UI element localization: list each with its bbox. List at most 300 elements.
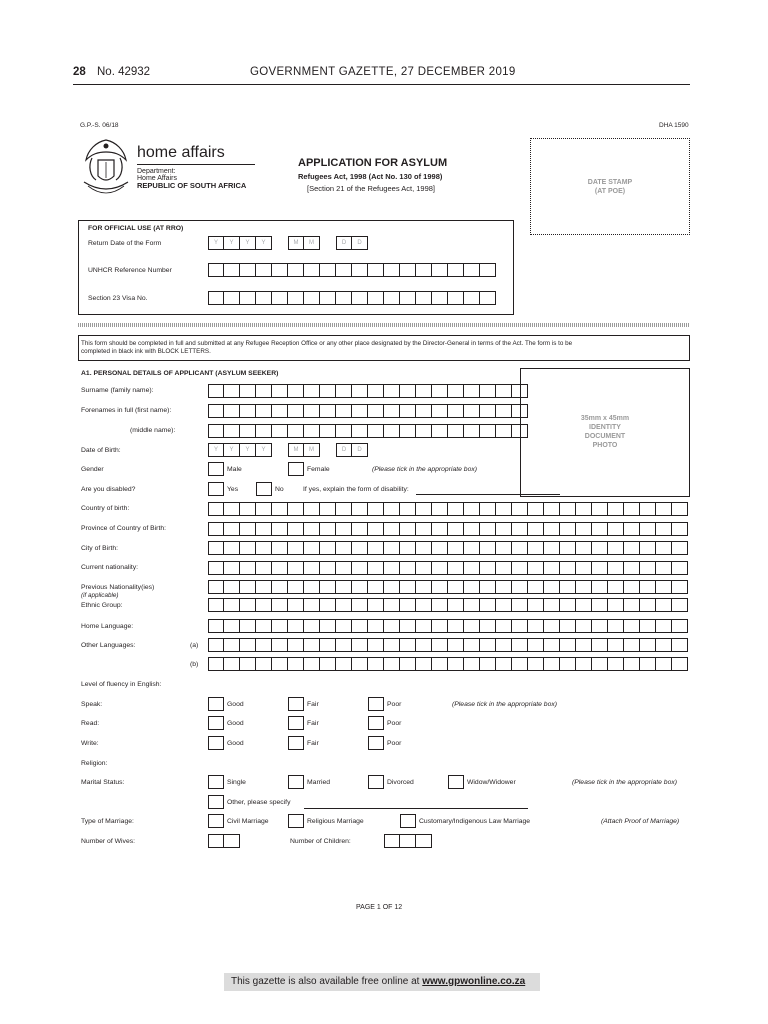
input-cell[interactable]	[256, 580, 272, 594]
input-cell[interactable]	[304, 561, 320, 575]
religious-marriage-checkbox[interactable]	[288, 814, 304, 828]
input-cell[interactable]	[256, 263, 272, 277]
input-cell[interactable]	[352, 541, 368, 555]
input-cell[interactable]	[336, 424, 352, 438]
input-cell[interactable]	[352, 291, 368, 305]
input-cell[interactable]	[416, 638, 432, 652]
input-cell[interactable]	[320, 263, 336, 277]
input-cell[interactable]	[400, 580, 416, 594]
input-cell[interactable]	[272, 522, 288, 536]
input-cell[interactable]	[208, 834, 224, 848]
input-cell[interactable]	[288, 263, 304, 277]
input-cell[interactable]	[512, 384, 528, 398]
read-fair-checkbox[interactable]	[288, 716, 304, 730]
input-cell[interactable]	[320, 424, 336, 438]
input-cell[interactable]	[288, 619, 304, 633]
input-cell[interactable]	[208, 598, 224, 612]
input-cell[interactable]	[272, 291, 288, 305]
input-cell[interactable]	[208, 404, 224, 418]
input-cell[interactable]	[608, 657, 624, 671]
input-cell[interactable]	[624, 657, 640, 671]
input-cell[interactable]	[224, 541, 240, 555]
input-cell[interactable]	[352, 263, 368, 277]
input-cell[interactable]	[496, 502, 512, 516]
input-cell[interactable]	[416, 291, 432, 305]
speak-good-checkbox[interactable]	[208, 697, 224, 711]
input-cell[interactable]	[288, 384, 304, 398]
input-cell[interactable]	[576, 657, 592, 671]
input-cell[interactable]	[400, 424, 416, 438]
input-cell[interactable]	[272, 502, 288, 516]
input-cell[interactable]	[288, 502, 304, 516]
customary-marriage-checkbox[interactable]	[400, 814, 416, 828]
input-cell[interactable]	[256, 638, 272, 652]
input-cell[interactable]	[448, 619, 464, 633]
input-cell[interactable]	[448, 598, 464, 612]
input-cell[interactable]	[416, 541, 432, 555]
read-poor-checkbox[interactable]	[368, 716, 384, 730]
unhcr-input[interactable]	[208, 263, 496, 277]
input-cell[interactable]	[416, 580, 432, 594]
input-cell[interactable]	[528, 561, 544, 575]
input-cell[interactable]	[656, 657, 672, 671]
input-cell[interactable]	[320, 638, 336, 652]
home-language-input[interactable]	[208, 619, 688, 633]
input-cell[interactable]	[240, 598, 256, 612]
input-cell[interactable]	[304, 502, 320, 516]
input-cell[interactable]	[256, 502, 272, 516]
input-cell[interactable]	[304, 263, 320, 277]
speak-poor-checkbox[interactable]	[368, 697, 384, 711]
input-cell[interactable]	[464, 561, 480, 575]
input-cell[interactable]	[640, 522, 656, 536]
current-nationality-input[interactable]	[208, 561, 688, 575]
input-cell[interactable]	[528, 619, 544, 633]
input-cell[interactable]	[544, 657, 560, 671]
input-cell[interactable]	[432, 598, 448, 612]
input-cell[interactable]	[624, 541, 640, 555]
input-cell[interactable]	[560, 522, 576, 536]
input-cell[interactable]	[432, 263, 448, 277]
input-cell[interactable]	[400, 598, 416, 612]
input-cell[interactable]	[464, 619, 480, 633]
input-cell[interactable]	[320, 541, 336, 555]
input-cell[interactable]	[672, 619, 688, 633]
input-cell[interactable]	[656, 619, 672, 633]
input-cell[interactable]	[576, 561, 592, 575]
input-cell[interactable]	[288, 638, 304, 652]
input-cell[interactable]	[464, 598, 480, 612]
input-cell[interactable]	[240, 561, 256, 575]
input-cell[interactable]	[656, 522, 672, 536]
input-cell[interactable]	[624, 561, 640, 575]
input-cell[interactable]	[352, 384, 368, 398]
input-cell[interactable]	[384, 291, 400, 305]
input-cell[interactable]	[400, 502, 416, 516]
input-cell[interactable]	[208, 541, 224, 555]
input-cell[interactable]	[464, 657, 480, 671]
input-cell[interactable]	[240, 638, 256, 652]
input-cell[interactable]	[480, 598, 496, 612]
input-cell[interactable]	[384, 657, 400, 671]
input-cell[interactable]	[592, 657, 608, 671]
input-cell[interactable]	[272, 263, 288, 277]
input-cell[interactable]	[592, 638, 608, 652]
input-cell[interactable]	[416, 424, 432, 438]
input-cell[interactable]	[528, 580, 544, 594]
input-cell[interactable]	[496, 404, 512, 418]
input-cell[interactable]	[592, 580, 608, 594]
input-cell[interactable]	[432, 580, 448, 594]
input-cell[interactable]	[336, 561, 352, 575]
input-cell[interactable]	[544, 561, 560, 575]
input-cell[interactable]	[448, 263, 464, 277]
input-cell[interactable]	[640, 638, 656, 652]
input-cell[interactable]	[640, 502, 656, 516]
input-cell[interactable]	[320, 657, 336, 671]
input-cell[interactable]	[528, 522, 544, 536]
input-cell[interactable]	[672, 561, 688, 575]
input-cell[interactable]	[496, 657, 512, 671]
input-cell[interactable]	[320, 580, 336, 594]
return-date-month[interactable]: M M	[288, 236, 320, 250]
civil-marriage-checkbox[interactable]	[208, 814, 224, 828]
input-cell[interactable]	[672, 522, 688, 536]
input-cell[interactable]	[672, 502, 688, 516]
input-cell[interactable]	[224, 291, 240, 305]
input-cell[interactable]	[240, 580, 256, 594]
dob-year[interactable]: Y Y Y Y	[208, 443, 272, 457]
input-cell[interactable]	[448, 638, 464, 652]
input-cell[interactable]	[208, 561, 224, 575]
input-cell[interactable]	[592, 502, 608, 516]
input-cell[interactable]	[496, 424, 512, 438]
input-cell[interactable]	[256, 657, 272, 671]
write-good-checkbox[interactable]	[208, 736, 224, 750]
input-cell[interactable]	[288, 291, 304, 305]
input-cell[interactable]	[400, 291, 416, 305]
input-cell[interactable]	[480, 580, 496, 594]
input-cell[interactable]	[384, 384, 400, 398]
input-cell[interactable]	[672, 580, 688, 594]
input-cell[interactable]	[480, 291, 496, 305]
input-cell[interactable]	[256, 561, 272, 575]
input-cell[interactable]	[336, 598, 352, 612]
middle-name-input[interactable]	[208, 424, 528, 438]
input-cell[interactable]	[512, 598, 528, 612]
input-cell[interactable]	[640, 619, 656, 633]
input-cell[interactable]	[544, 580, 560, 594]
input-cell[interactable]	[608, 522, 624, 536]
input-cell[interactable]	[304, 522, 320, 536]
input-cell[interactable]	[512, 561, 528, 575]
input-cell[interactable]	[464, 638, 480, 652]
input-cell[interactable]	[256, 404, 272, 418]
input-cell[interactable]	[368, 580, 384, 594]
dob-day[interactable]: D D	[336, 443, 368, 457]
input-cell[interactable]	[208, 424, 224, 438]
input-cell[interactable]	[464, 424, 480, 438]
input-cell[interactable]	[240, 424, 256, 438]
input-cell[interactable]	[592, 561, 608, 575]
input-cell[interactable]	[304, 424, 320, 438]
input-cell[interactable]	[384, 561, 400, 575]
input-cell[interactable]	[336, 638, 352, 652]
input-cell[interactable]	[224, 384, 240, 398]
input-cell[interactable]	[224, 580, 240, 594]
input-cell[interactable]	[368, 619, 384, 633]
input-cell[interactable]	[272, 541, 288, 555]
input-cell[interactable]	[336, 404, 352, 418]
input-cell[interactable]	[400, 404, 416, 418]
input-cell[interactable]	[320, 384, 336, 398]
input-cell[interactable]	[288, 404, 304, 418]
input-cell[interactable]	[432, 404, 448, 418]
input-cell[interactable]	[208, 638, 224, 652]
input-cell[interactable]	[240, 263, 256, 277]
input-cell[interactable]	[368, 657, 384, 671]
input-cell[interactable]	[400, 263, 416, 277]
input-cell[interactable]	[448, 580, 464, 594]
widow-checkbox[interactable]	[448, 775, 464, 789]
male-checkbox[interactable]	[208, 462, 224, 476]
input-cell[interactable]	[208, 263, 224, 277]
input-cell[interactable]	[336, 657, 352, 671]
input-cell[interactable]	[224, 404, 240, 418]
input-cell[interactable]	[464, 263, 480, 277]
input-cell[interactable]	[352, 657, 368, 671]
input-cell[interactable]	[416, 404, 432, 418]
forenames-input[interactable]	[208, 404, 528, 418]
single-checkbox[interactable]	[208, 775, 224, 789]
input-cell[interactable]	[512, 657, 528, 671]
input-cell[interactable]	[336, 263, 352, 277]
input-cell[interactable]	[512, 638, 528, 652]
input-cell[interactable]	[672, 598, 688, 612]
input-cell[interactable]	[416, 263, 432, 277]
input-cell[interactable]	[256, 522, 272, 536]
input-cell[interactable]	[336, 502, 352, 516]
input-cell[interactable]	[560, 638, 576, 652]
input-cell[interactable]	[560, 580, 576, 594]
input-cell[interactable]	[496, 580, 512, 594]
input-cell[interactable]	[480, 657, 496, 671]
input-cell[interactable]	[560, 541, 576, 555]
input-cell[interactable]	[384, 522, 400, 536]
input-cell[interactable]	[496, 598, 512, 612]
input-cell[interactable]	[352, 580, 368, 594]
input-cell[interactable]	[640, 580, 656, 594]
input-cell[interactable]	[432, 619, 448, 633]
input-cell[interactable]	[400, 561, 416, 575]
input-cell[interactable]	[320, 522, 336, 536]
input-cell[interactable]	[608, 619, 624, 633]
input-cell[interactable]	[272, 424, 288, 438]
input-cell[interactable]	[576, 522, 592, 536]
input-cell[interactable]	[480, 502, 496, 516]
visa-input[interactable]	[208, 291, 496, 305]
input-cell[interactable]	[608, 561, 624, 575]
input-cell[interactable]	[288, 580, 304, 594]
province-birth-input[interactable]	[208, 522, 688, 536]
input-cell[interactable]	[336, 619, 352, 633]
input-cell[interactable]	[656, 502, 672, 516]
input-cell[interactable]	[240, 522, 256, 536]
input-cell[interactable]	[208, 384, 224, 398]
input-cell[interactable]	[400, 638, 416, 652]
input-cell[interactable]	[464, 522, 480, 536]
input-cell[interactable]	[352, 598, 368, 612]
input-cell[interactable]	[416, 834, 432, 848]
input-cell[interactable]	[288, 522, 304, 536]
input-cell[interactable]	[208, 657, 224, 671]
input-cell[interactable]	[512, 541, 528, 555]
input-cell[interactable]	[512, 619, 528, 633]
ethnic-group-input[interactable]	[208, 598, 688, 612]
input-cell[interactable]	[384, 638, 400, 652]
input-cell[interactable]	[640, 598, 656, 612]
input-cell[interactable]	[400, 384, 416, 398]
input-cell[interactable]	[272, 657, 288, 671]
input-cell[interactable]	[480, 522, 496, 536]
write-poor-checkbox[interactable]	[368, 736, 384, 750]
input-cell[interactable]	[448, 561, 464, 575]
input-cell[interactable]	[224, 502, 240, 516]
input-cell[interactable]	[352, 638, 368, 652]
previous-nationality-input[interactable]	[208, 580, 688, 594]
input-cell[interactable]	[336, 522, 352, 536]
input-cell[interactable]	[432, 657, 448, 671]
female-checkbox[interactable]	[288, 462, 304, 476]
input-cell[interactable]	[448, 424, 464, 438]
input-cell[interactable]	[448, 291, 464, 305]
input-cell[interactable]	[432, 291, 448, 305]
input-cell[interactable]	[368, 291, 384, 305]
input-cell[interactable]	[416, 598, 432, 612]
other-language-a-input[interactable]	[208, 638, 688, 652]
input-cell[interactable]	[576, 619, 592, 633]
input-cell[interactable]	[224, 522, 240, 536]
input-cell[interactable]	[448, 522, 464, 536]
input-cell[interactable]	[544, 502, 560, 516]
input-cell[interactable]	[336, 291, 352, 305]
input-cell[interactable]	[320, 619, 336, 633]
input-cell[interactable]	[336, 541, 352, 555]
input-cell[interactable]	[512, 580, 528, 594]
input-cell[interactable]	[560, 502, 576, 516]
read-good-checkbox[interactable]	[208, 716, 224, 730]
input-cell[interactable]	[384, 404, 400, 418]
input-cell[interactable]	[224, 619, 240, 633]
input-cell[interactable]	[608, 541, 624, 555]
input-cell[interactable]	[496, 619, 512, 633]
input-cell[interactable]	[448, 384, 464, 398]
input-cell[interactable]	[240, 541, 256, 555]
input-cell[interactable]	[672, 638, 688, 652]
input-cell[interactable]	[384, 580, 400, 594]
input-cell[interactable]	[208, 291, 224, 305]
input-cell[interactable]	[576, 598, 592, 612]
input-cell[interactable]	[464, 291, 480, 305]
input-cell[interactable]	[320, 598, 336, 612]
input-cell[interactable]	[560, 619, 576, 633]
input-cell[interactable]	[624, 598, 640, 612]
input-cell[interactable]	[384, 619, 400, 633]
input-cell[interactable]	[224, 834, 240, 848]
input-cell[interactable]	[464, 404, 480, 418]
city-birth-input[interactable]	[208, 541, 688, 555]
input-cell[interactable]	[656, 580, 672, 594]
other-marital-checkbox[interactable]	[208, 795, 224, 809]
input-cell[interactable]	[624, 619, 640, 633]
input-cell[interactable]	[304, 638, 320, 652]
input-cell[interactable]	[224, 638, 240, 652]
input-cell[interactable]	[208, 619, 224, 633]
speak-fair-checkbox[interactable]	[288, 697, 304, 711]
input-cell[interactable]	[256, 541, 272, 555]
input-cell[interactable]	[288, 598, 304, 612]
input-cell[interactable]	[432, 561, 448, 575]
input-cell[interactable]	[640, 541, 656, 555]
input-cell[interactable]	[304, 541, 320, 555]
input-cell[interactable]	[496, 541, 512, 555]
input-cell[interactable]	[592, 522, 608, 536]
input-cell[interactable]	[256, 424, 272, 438]
input-cell[interactable]	[512, 424, 528, 438]
input-cell[interactable]	[320, 291, 336, 305]
input-cell[interactable]	[480, 384, 496, 398]
input-cell[interactable]	[656, 561, 672, 575]
input-cell[interactable]	[528, 638, 544, 652]
wives-input[interactable]	[208, 834, 240, 848]
input-cell[interactable]	[608, 502, 624, 516]
input-cell[interactable]	[304, 404, 320, 418]
input-cell[interactable]	[368, 598, 384, 612]
input-cell[interactable]	[576, 638, 592, 652]
input-cell[interactable]	[416, 561, 432, 575]
input-cell[interactable]	[400, 657, 416, 671]
input-cell[interactable]	[576, 502, 592, 516]
input-cell[interactable]	[592, 619, 608, 633]
input-cell[interactable]	[288, 424, 304, 438]
input-cell[interactable]	[304, 291, 320, 305]
input-cell[interactable]	[448, 502, 464, 516]
input-cell[interactable]	[224, 657, 240, 671]
input-cell[interactable]	[640, 657, 656, 671]
input-cell[interactable]	[304, 384, 320, 398]
input-cell[interactable]	[544, 541, 560, 555]
input-cell[interactable]	[368, 561, 384, 575]
input-cell[interactable]	[656, 541, 672, 555]
input-cell[interactable]	[544, 638, 560, 652]
input-cell[interactable]	[480, 541, 496, 555]
input-cell[interactable]	[432, 638, 448, 652]
input-cell[interactable]	[480, 638, 496, 652]
input-cell[interactable]	[304, 598, 320, 612]
input-cell[interactable]	[352, 502, 368, 516]
input-cell[interactable]	[416, 657, 432, 671]
input-cell[interactable]	[528, 541, 544, 555]
input-cell[interactable]	[464, 384, 480, 398]
input-cell[interactable]	[624, 502, 640, 516]
input-cell[interactable]	[400, 834, 416, 848]
input-cell[interactable]	[560, 561, 576, 575]
return-date-day[interactable]: D D	[336, 236, 368, 250]
input-cell[interactable]	[496, 561, 512, 575]
input-cell[interactable]	[240, 657, 256, 671]
input-cell[interactable]	[608, 598, 624, 612]
input-cell[interactable]	[336, 384, 352, 398]
